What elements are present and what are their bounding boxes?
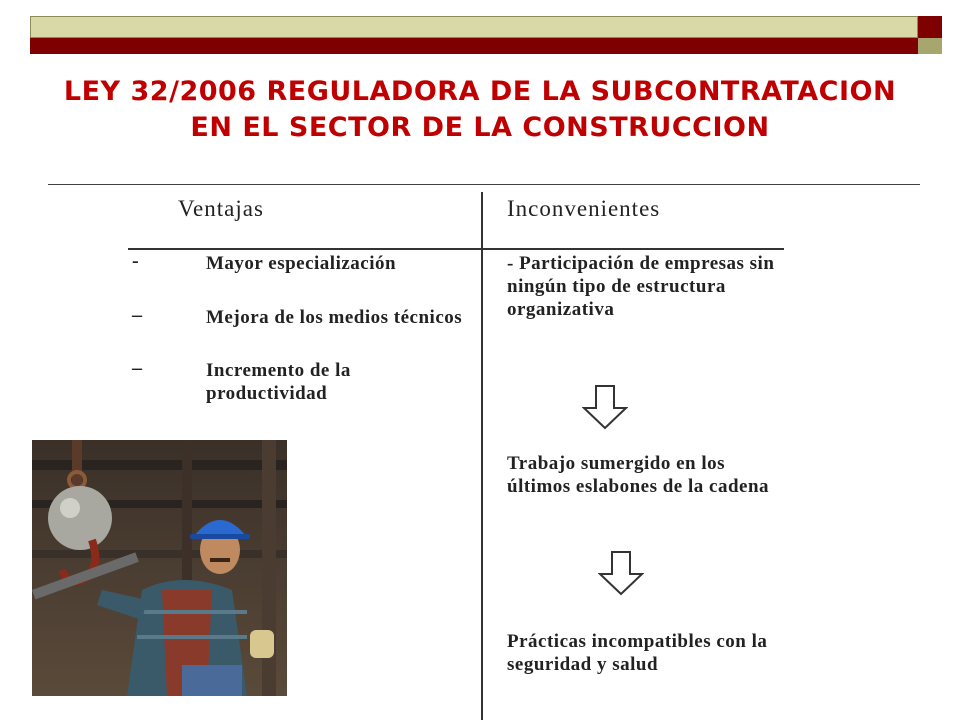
construction-worker-photo <box>32 440 287 696</box>
ventaja-bullet: - <box>132 250 139 272</box>
slide-title: LEY 32/2006 REGULADORA DE LA SUBCONTRATACION EN EL SECTOR DE LA CONSTRUCCION <box>63 76 897 143</box>
inconveniente-item: Trabajo sumergido en los últimos eslabones de la cadena <box>507 453 770 497</box>
ventaja-item: Incremento de la productividad <box>206 360 351 404</box>
ventajas-header: Ventajas <box>178 196 264 221</box>
title-divider <box>48 184 920 185</box>
table-header-divider <box>128 248 784 250</box>
inconveniente-item: Prácticas incompatibles con la seguridad y salud <box>507 631 768 675</box>
table-vertical-divider <box>481 192 483 720</box>
ventaja-item: Mejora de los medios técnicos <box>206 307 463 328</box>
ventaja-bullet: – <box>132 357 142 379</box>
down-arrow-icon <box>582 384 628 430</box>
inconveniente-item: - Participación de empresas sin ningún tipo de estructura organizativa <box>507 253 775 320</box>
corner-olive-square <box>918 38 942 54</box>
ventaja-item: Mayor especialización <box>206 253 397 274</box>
top-red-bar <box>30 38 918 54</box>
corner-red-square <box>918 16 942 38</box>
down-arrow-icon <box>598 550 644 596</box>
inconvenientes-header: Inconvenientes <box>507 196 661 221</box>
top-olive-bar <box>30 16 918 38</box>
ventaja-bullet: – <box>132 304 142 326</box>
